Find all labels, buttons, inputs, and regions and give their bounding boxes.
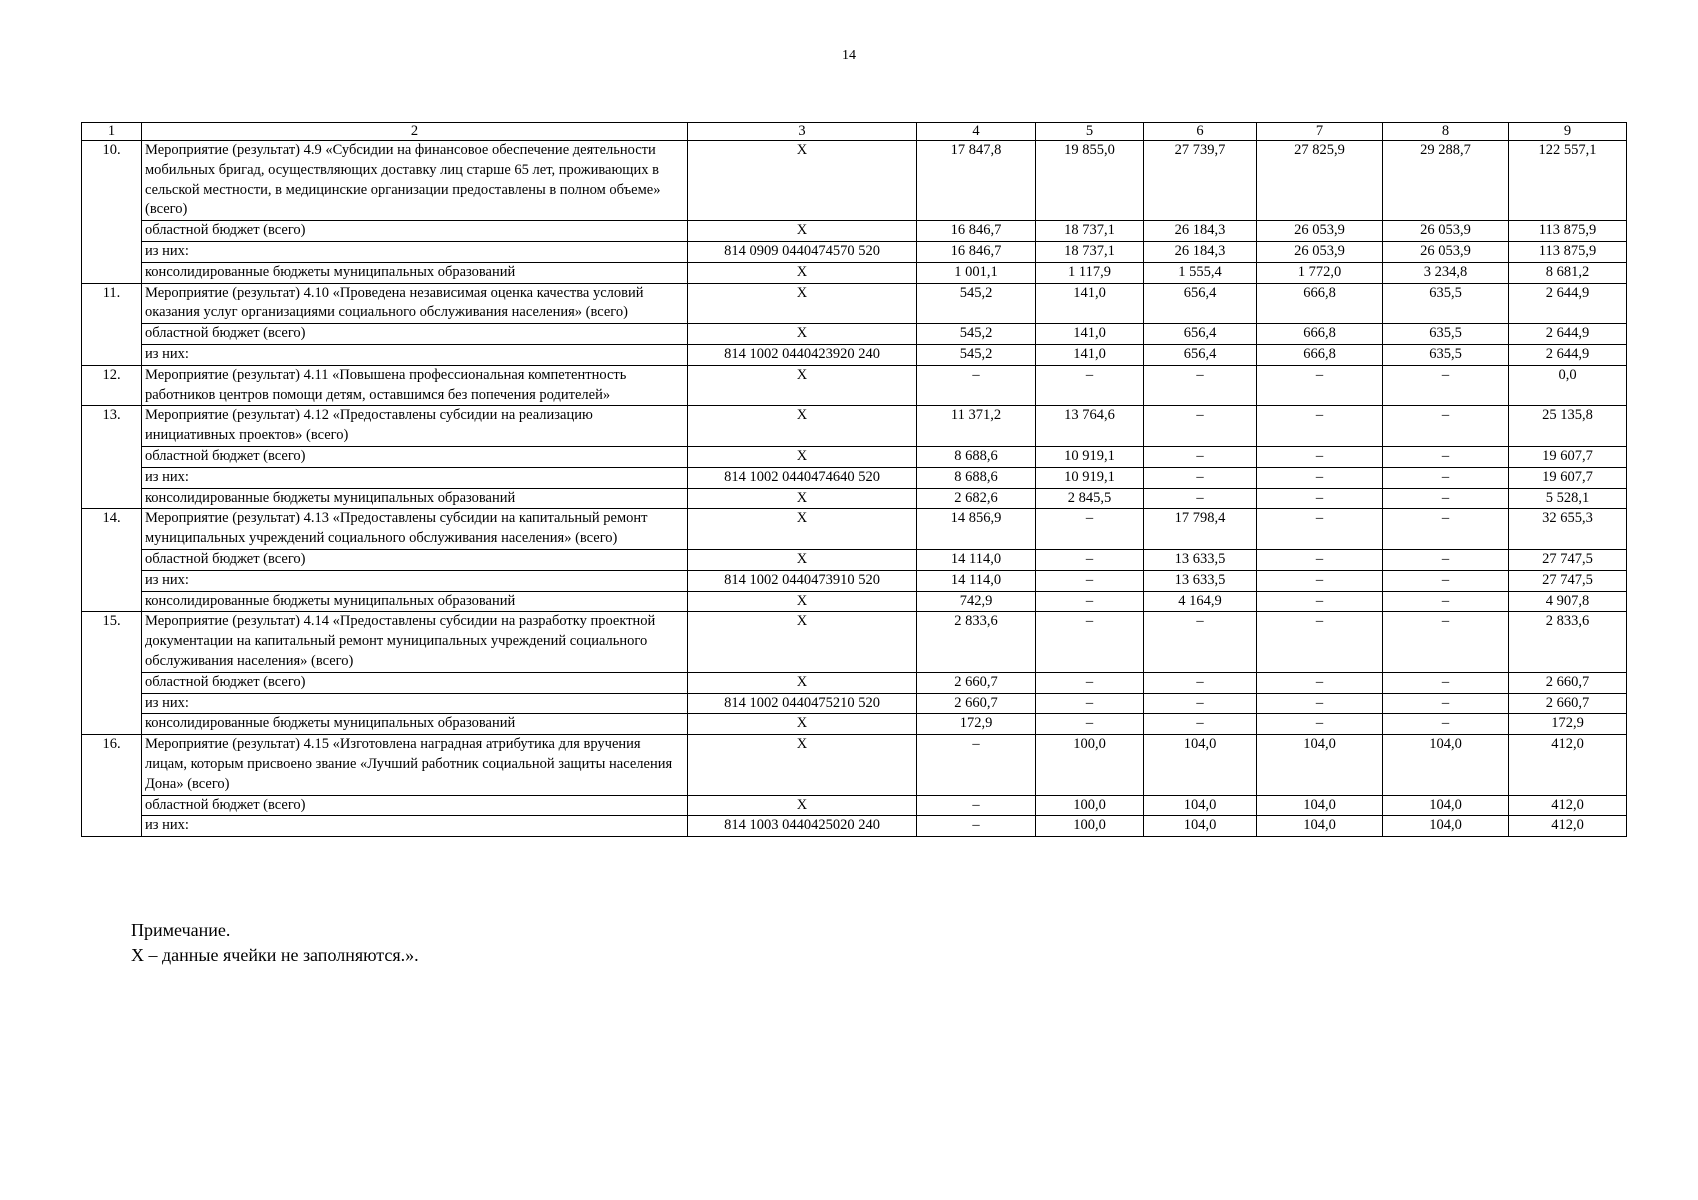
value-cell: 412,0 [1509,816,1627,837]
value-cell: 26 184,3 [1144,241,1257,262]
value-cell: 14 856,9 [917,509,1036,550]
value-cell: – [1383,672,1509,693]
header-row [82,123,1627,141]
budget-code: X [688,262,917,283]
value-cell: 32 655,3 [1509,509,1627,550]
value-cell: 113 875,9 [1509,221,1627,242]
value-cell: – [1383,509,1509,550]
value-cell: 2 660,7 [917,672,1036,693]
value-cell: 104,0 [1383,795,1509,816]
value-cell: – [1383,467,1509,488]
row-description: из них: [142,241,688,262]
budget-code: 814 1002 0440475210 520 [688,693,917,714]
value-cell: 8 688,6 [917,446,1036,467]
value-cell: – [1383,714,1509,735]
value-cell: 0,0 [1509,365,1627,406]
row-description: консолидированные бюджеты муниципальных образований [142,488,688,509]
value-cell: – [1036,365,1144,406]
value-cell: 26 053,9 [1257,241,1383,262]
value-cell: – [1257,612,1383,672]
column-header: 8 [1383,123,1509,141]
value-cell: – [1257,549,1383,570]
row-description: консолидированные бюджеты муниципальных образований [142,714,688,735]
row-description: областной бюджет (всего) [142,221,688,242]
value-cell: – [1144,612,1257,672]
value-cell: 635,5 [1383,324,1509,345]
value-cell: 2 833,6 [1509,612,1627,672]
value-cell: – [1383,488,1509,509]
value-cell: 2 660,7 [917,693,1036,714]
value-cell: – [1036,714,1144,735]
value-cell: 16 846,7 [917,241,1036,262]
budget-code: X [688,324,917,345]
note-title: Примечание. [131,920,231,940]
value-cell: 172,9 [917,714,1036,735]
row-description: Мероприятие (результат) 4.9 «Субсидии на финансовое обеспечение деятельности мобильных бригад, осуществляющих доставку лиц старше 65 лет, проживающих в сельской местности, в медицинские организации предоставлены в полном объеме» (всего) [142,141,688,221]
value-cell: 17 847,8 [917,141,1036,221]
budget-code: X [688,509,917,550]
row-description: областной бюджет (всего) [142,549,688,570]
value-cell: 141,0 [1036,283,1144,324]
budget-code: X [688,406,917,447]
value-cell: 16 846,7 [917,221,1036,242]
value-cell: – [1257,672,1383,693]
budget-code: X [688,488,917,509]
value-cell: – [1144,467,1257,488]
value-cell: 656,4 [1144,324,1257,345]
column-header: 9 [1509,123,1627,141]
value-cell: – [1257,365,1383,406]
value-cell: – [917,816,1036,837]
value-cell: 8 681,2 [1509,262,1627,283]
budget-code: X [688,795,917,816]
value-cell: 545,2 [917,324,1036,345]
table-row-sub [82,488,1627,509]
value-cell: 141,0 [1036,324,1144,345]
row-number: 12. [82,365,142,406]
row-number: 10. [82,141,142,284]
value-cell: 2 682,6 [917,488,1036,509]
column-header: 4 [917,123,1036,141]
value-cell: 666,8 [1257,283,1383,324]
value-cell: 25 135,8 [1509,406,1627,447]
value-cell: 656,4 [1144,344,1257,365]
value-cell: 2 644,9 [1509,324,1627,345]
table-row-sub [82,693,1627,714]
value-cell: 27 747,5 [1509,570,1627,591]
value-cell: 4 164,9 [1144,591,1257,612]
value-cell: – [1036,549,1144,570]
row-description: Мероприятие (результат) 4.14 «Предоставлены субсидии на разработку проектной документации на капитальный ремонт муниципальных учреждений социального обслуживания населения» (всего) [142,612,688,672]
value-cell: – [1144,714,1257,735]
value-cell: 545,2 [917,283,1036,324]
value-cell: – [1257,693,1383,714]
value-cell: – [1036,591,1144,612]
row-description: из них: [142,467,688,488]
budget-code: X [688,672,917,693]
value-cell: 104,0 [1144,795,1257,816]
value-cell: 19 607,7 [1509,446,1627,467]
value-cell: 26 184,3 [1144,221,1257,242]
budget-code: X [688,714,917,735]
value-cell: – [1036,612,1144,672]
table-row-main [82,365,1627,406]
value-cell: – [1257,446,1383,467]
budget-code: 814 1002 0440474640 520 [688,467,917,488]
row-description: областной бюджет (всего) [142,795,688,816]
table-body [82,123,1627,837]
value-cell: 104,0 [1257,735,1383,795]
table-row-sub [82,241,1627,262]
budget-code: 814 1002 0440423920 240 [688,344,917,365]
row-number: 13. [82,406,142,509]
value-cell: 10 919,1 [1036,467,1144,488]
budget-code: X [688,283,917,324]
value-cell: – [1257,509,1383,550]
value-cell: 17 798,4 [1144,509,1257,550]
value-cell: 2 833,6 [917,612,1036,672]
table-row-main [82,283,1627,324]
value-cell: – [1257,714,1383,735]
value-cell: – [1383,570,1509,591]
budget-code: 814 0909 0440474570 520 [688,241,917,262]
value-cell: – [1257,467,1383,488]
value-cell: 100,0 [1036,735,1144,795]
column-header: 6 [1144,123,1257,141]
value-cell: – [1257,591,1383,612]
value-cell: 2 845,5 [1036,488,1144,509]
value-cell: 19 607,7 [1509,467,1627,488]
note-text: Х – данные ячейки не заполняются.». [131,945,419,965]
column-header: 5 [1036,123,1144,141]
table-row-main [82,141,1627,221]
value-cell: – [1144,672,1257,693]
value-cell: 27 825,9 [1257,141,1383,221]
value-cell: 18 737,1 [1036,241,1144,262]
table-row-sub [82,467,1627,488]
value-cell: – [1036,672,1144,693]
row-description: из них: [142,816,688,837]
table-row-main [82,406,1627,447]
value-cell: 8 688,6 [917,467,1036,488]
value-cell: 13 764,6 [1036,406,1144,447]
row-description: Мероприятие (результат) 4.15 «Изготовлена наградная атрибутика для вручения лицам, которым присвоено звание «Лучший работник социальной защиты населения Дона» (всего) [142,735,688,795]
table-row-sub [82,324,1627,345]
value-cell: 5 528,1 [1509,488,1627,509]
table-row-sub [82,816,1627,837]
table-row-sub [82,262,1627,283]
value-cell: – [1144,488,1257,509]
table-row-main [82,612,1627,672]
budget-code: X [688,141,917,221]
row-description: консолидированные бюджеты муниципальных образований [142,591,688,612]
value-cell: – [1383,612,1509,672]
value-cell: 141,0 [1036,344,1144,365]
value-cell: 4 907,8 [1509,591,1627,612]
value-cell: – [1036,509,1144,550]
value-cell: 1 555,4 [1144,262,1257,283]
budget-code: X [688,221,917,242]
row-number: 14. [82,509,142,612]
budget-code: X [688,446,917,467]
value-cell: 100,0 [1036,795,1144,816]
value-cell: – [1383,591,1509,612]
row-description: из них: [142,344,688,365]
row-description: областной бюджет (всего) [142,324,688,345]
budget-table-container [81,122,1626,837]
value-cell: – [1383,693,1509,714]
value-cell: – [1144,446,1257,467]
table-row-sub [82,795,1627,816]
value-cell: 656,4 [1144,283,1257,324]
value-cell: 14 114,0 [917,549,1036,570]
value-cell: 635,5 [1383,283,1509,324]
value-cell: 26 053,9 [1257,221,1383,242]
value-cell: 635,5 [1383,344,1509,365]
value-cell: 13 633,5 [1144,549,1257,570]
budget-code: 814 1002 0440473910 520 [688,570,917,591]
value-cell: – [1383,365,1509,406]
budget-code: 814 1003 0440425020 240 [688,816,917,837]
budget-table [81,122,1627,837]
column-header: 2 [142,123,688,141]
value-cell: 100,0 [1036,816,1144,837]
value-cell: 14 114,0 [917,570,1036,591]
value-cell: – [1383,549,1509,570]
value-cell: 412,0 [1509,735,1627,795]
column-header: 1 [82,123,142,141]
row-description: Мероприятие (результат) 4.11 «Повышена профессиональная компетентность работников центров помощи детям, оставшимся без попечения родителей» [142,365,688,406]
budget-code: X [688,365,917,406]
row-number: 15. [82,612,142,735]
value-cell: 666,8 [1257,324,1383,345]
value-cell: 2 644,9 [1509,283,1627,324]
value-cell: 113 875,9 [1509,241,1627,262]
value-cell: 26 053,9 [1383,221,1509,242]
budget-code: X [688,612,917,672]
budget-code: X [688,735,917,795]
value-cell: – [1036,570,1144,591]
table-row-sub [82,549,1627,570]
value-cell: 11 371,2 [917,406,1036,447]
value-cell: 104,0 [1383,735,1509,795]
value-cell: – [917,795,1036,816]
column-header: 3 [688,123,917,141]
row-description: из них: [142,693,688,714]
row-number: 16. [82,735,142,837]
row-description: Мероприятие (результат) 4.12 «Предоставлены субсидии на реализацию инициативных проектов» (всего) [142,406,688,447]
page-number: 14 [842,48,856,63]
table-row-sub [82,446,1627,467]
value-cell: 2 660,7 [1509,693,1627,714]
budget-code: X [688,591,917,612]
value-cell: 666,8 [1257,344,1383,365]
row-number: 11. [82,283,142,365]
value-cell: 27 739,7 [1144,141,1257,221]
table-row-sub [82,591,1627,612]
table-row-main [82,509,1627,550]
table-row-main [82,735,1627,795]
value-cell: 412,0 [1509,795,1627,816]
value-cell: – [1257,570,1383,591]
value-cell: 104,0 [1383,816,1509,837]
value-cell: 2 644,9 [1509,344,1627,365]
table-row-sub [82,714,1627,735]
value-cell: – [1383,406,1509,447]
value-cell: 1 772,0 [1257,262,1383,283]
table-row-sub [82,672,1627,693]
row-description: областной бюджет (всего) [142,672,688,693]
value-cell: – [1144,365,1257,406]
row-description: Мероприятие (результат) 4.13 «Предоставлены субсидии на капитальный ремонт муниципальных учреждений социального обслуживания населения» (всего) [142,509,688,550]
value-cell: 545,2 [917,344,1036,365]
value-cell: – [1144,406,1257,447]
table-row-sub [82,570,1627,591]
value-cell: – [917,365,1036,406]
row-description: консолидированные бюджеты муниципальных образований [142,262,688,283]
value-cell: 13 633,5 [1144,570,1257,591]
table-row-sub [82,221,1627,242]
value-cell: 10 919,1 [1036,446,1144,467]
value-cell: 104,0 [1257,816,1383,837]
value-cell: 27 747,5 [1509,549,1627,570]
value-cell: 104,0 [1257,795,1383,816]
value-cell: 172,9 [1509,714,1627,735]
value-cell: 18 737,1 [1036,221,1144,242]
value-cell: 19 855,0 [1036,141,1144,221]
value-cell: 29 288,7 [1383,141,1509,221]
value-cell: – [1383,446,1509,467]
value-cell: – [1257,488,1383,509]
budget-code: X [688,549,917,570]
value-cell: 2 660,7 [1509,672,1627,693]
value-cell: 26 053,9 [1383,241,1509,262]
value-cell: – [1144,693,1257,714]
row-description: из них: [142,570,688,591]
column-header: 7 [1257,123,1383,141]
value-cell: – [1257,406,1383,447]
value-cell: 3 234,8 [1383,262,1509,283]
row-description: Мероприятие (результат) 4.10 «Проведена независимая оценка качества условий оказания услуг организациями социального обслуживания населения» (всего) [142,283,688,324]
footnote [131,918,419,968]
value-cell: 742,9 [917,591,1036,612]
value-cell: – [917,735,1036,795]
value-cell: 104,0 [1144,735,1257,795]
row-description: областной бюджет (всего) [142,446,688,467]
value-cell: 1 001,1 [917,262,1036,283]
table-row-sub [82,344,1627,365]
value-cell: 104,0 [1144,816,1257,837]
value-cell: – [1036,693,1144,714]
value-cell: 1 117,9 [1036,262,1144,283]
value-cell: 122 557,1 [1509,141,1627,221]
